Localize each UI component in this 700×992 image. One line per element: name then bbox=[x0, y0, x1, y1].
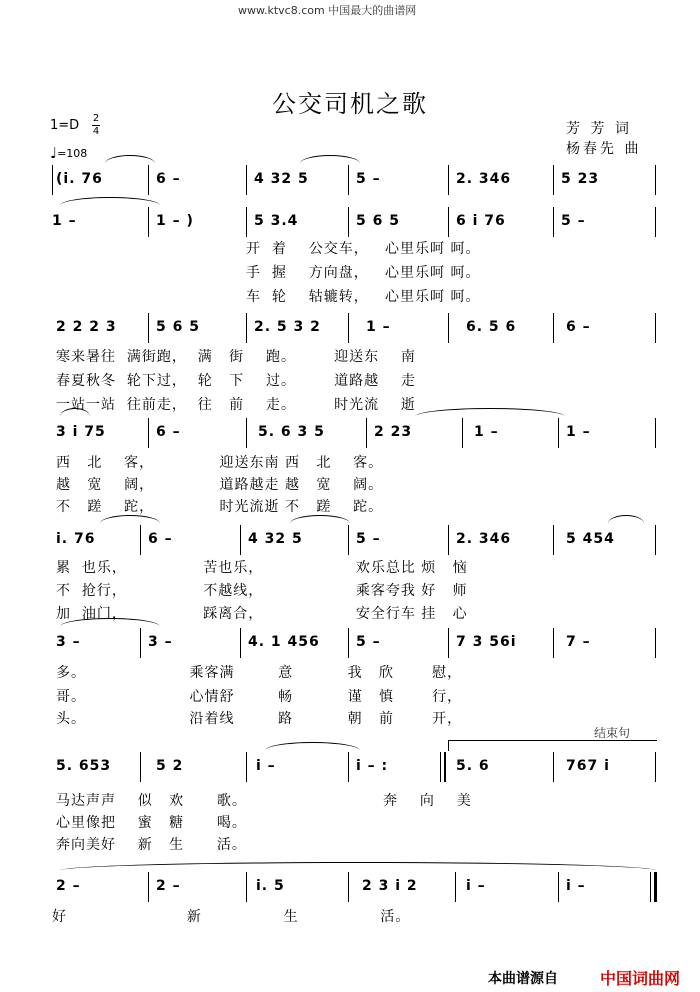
slur bbox=[105, 155, 155, 172]
measure: i – bbox=[256, 758, 276, 774]
staff-system-1 bbox=[0, 165, 700, 195]
lyric-line: 头。 沿着线 路 朝 前 开， bbox=[56, 711, 463, 727]
measure: i – : bbox=[356, 758, 389, 774]
site-header: www.ktvc8.com 中国最大的曲谱网 bbox=[238, 4, 417, 17]
measure: 7 3 56i bbox=[456, 634, 517, 650]
measure: 1 – bbox=[52, 213, 77, 229]
measure: 5 3.4 bbox=[254, 213, 299, 229]
measure: 1 – bbox=[474, 424, 499, 440]
measure: 5 23 bbox=[561, 171, 600, 187]
lyric-line: 好 新 生 活。 bbox=[52, 909, 411, 925]
footer-site-link[interactable]: 中国词曲网 bbox=[600, 969, 681, 988]
measure: 5. 6 bbox=[456, 758, 490, 774]
measure: 1 – ) bbox=[156, 213, 194, 229]
tempo-marking: ♩=108 bbox=[50, 144, 88, 162]
slur bbox=[415, 408, 565, 425]
measure: 2 – bbox=[56, 878, 81, 894]
slur bbox=[290, 515, 350, 532]
time-signature bbox=[92, 114, 100, 137]
measure: 5 – bbox=[356, 531, 381, 547]
lyric-line: 一站一站 往前走， 往 前 走。 时光流 逝 bbox=[56, 397, 416, 413]
slur bbox=[60, 862, 656, 879]
measure: i – bbox=[466, 878, 486, 894]
lyric-line: 不 蹉 跎， 时光流逝 不 蹉 跎。 bbox=[56, 499, 384, 515]
lyric-line: 奔向美好 新 生 活。 bbox=[56, 837, 247, 853]
measure: 5 – bbox=[356, 171, 381, 187]
measure: 5. 6 3 5 bbox=[258, 424, 325, 440]
measure: 767 i bbox=[566, 758, 610, 774]
measure: 5 454 bbox=[566, 531, 615, 547]
measure: 2 3 i 2 bbox=[362, 878, 418, 894]
staff-system-8 bbox=[0, 872, 700, 902]
lyric-line: 多。 乘客满 意 我 欣 慰， bbox=[56, 665, 463, 681]
key-signature: 1=D bbox=[50, 118, 80, 133]
slur bbox=[300, 155, 360, 172]
lyric-line: 寒来暑往 满街跑， 满 街 跑。 迎送东 南 bbox=[56, 349, 416, 365]
lyric-line: 春夏秋冬 轮下过， 轮 下 过。 道路越 走 bbox=[56, 373, 416, 389]
song-title: 公交司机之歌 bbox=[272, 90, 428, 118]
measure: 2. 346 bbox=[456, 531, 512, 547]
lyric-line: 马达声声 似 欢 歌。 奔 向 美 bbox=[56, 793, 472, 809]
measure: 3 i 75 bbox=[56, 424, 106, 440]
ending-label: 结束句 bbox=[594, 726, 631, 740]
slur bbox=[60, 197, 160, 214]
measure: 3 – bbox=[56, 634, 81, 650]
measure: 1 – bbox=[566, 424, 591, 440]
slur bbox=[100, 515, 160, 532]
measure: 6. 5 6 bbox=[466, 319, 517, 335]
measure: 4. 1 456 bbox=[248, 634, 320, 650]
measure: 6 – bbox=[156, 424, 181, 440]
staff-system-2 bbox=[0, 207, 700, 237]
staff-system-6 bbox=[0, 628, 700, 658]
measure: 2. 5 3 2 bbox=[254, 319, 321, 335]
measure: 7 – bbox=[566, 634, 591, 650]
slur bbox=[608, 515, 644, 532]
measure: i. 5 bbox=[256, 878, 285, 894]
lyric-line: 不 抢行， 不越线， 乘客夸我 好 师 bbox=[56, 583, 468, 599]
measure: (i. 76 bbox=[56, 171, 103, 187]
measure: 6 i 76 bbox=[456, 213, 506, 229]
measure: 2 23 bbox=[374, 424, 413, 440]
measure: 5 2 bbox=[156, 758, 184, 774]
measure: 2 – bbox=[156, 878, 181, 894]
measure: 5. 653 bbox=[56, 758, 112, 774]
measure: 1 – bbox=[366, 319, 391, 335]
lyric-line: 累 也乐， 苦也乐， 欢乐总比 烦 恼 bbox=[56, 560, 468, 576]
lyricist-credit: 芳 芳 词 bbox=[566, 121, 632, 137]
ending-bracket bbox=[448, 740, 657, 751]
lyric-line: 西 北 客， 迎送东南 西 北 客。 bbox=[56, 455, 384, 471]
lyric-line: 开 着 公交车， 心里乐呵 呵。 bbox=[246, 241, 481, 257]
lyric-line: 手 握 方向盘， 心里乐呵 呵。 bbox=[246, 265, 481, 281]
measure: 5 – bbox=[561, 213, 586, 229]
lyric-line: 车 轮 轱辘转， 心里乐呵 呵。 bbox=[246, 289, 481, 305]
staff-system-7 bbox=[0, 752, 700, 782]
staff-system-5 bbox=[0, 525, 700, 555]
measure: 4 32 5 bbox=[254, 171, 309, 187]
measure: 2. 346 bbox=[456, 171, 512, 187]
footer-source-text: 本曲谱源自 bbox=[488, 971, 558, 987]
measure: 5 6 5 bbox=[156, 319, 200, 335]
measure: 4 32 5 bbox=[248, 531, 303, 547]
measure: 5 6 5 bbox=[356, 213, 400, 229]
slur bbox=[60, 408, 90, 425]
measure: 2 2 2 3 bbox=[56, 319, 117, 335]
measure: i – bbox=[566, 878, 586, 894]
quarter-note-icon: ♩ bbox=[50, 144, 58, 162]
measure: 3 – bbox=[148, 634, 173, 650]
measure: 6 – bbox=[148, 531, 173, 547]
lyric-line: 哥。 心情舒 畅 谨 慎 行， bbox=[56, 689, 463, 705]
slur bbox=[60, 618, 160, 635]
measure: 6 – bbox=[566, 319, 591, 335]
composer-credit: 杨春先 曲 bbox=[566, 141, 642, 157]
meter-top: 2 bbox=[92, 113, 100, 124]
slur bbox=[265, 742, 360, 759]
measure: i. 76 bbox=[56, 531, 96, 547]
lyric-line: 越 宽 阔， 道路越走 越 宽 阔。 bbox=[56, 477, 384, 493]
staff-system-4 bbox=[0, 418, 700, 448]
measure: 6 – bbox=[156, 171, 181, 187]
lyric-line: 心里像把 蜜 糖 喝。 bbox=[56, 815, 247, 831]
measure: 5 – bbox=[356, 634, 381, 650]
lyric-line: 加 油门， 踩离合， 安全行车 挂 心 bbox=[56, 606, 468, 622]
meter-bottom: 4 bbox=[92, 126, 100, 137]
staff-system-3 bbox=[0, 313, 700, 343]
